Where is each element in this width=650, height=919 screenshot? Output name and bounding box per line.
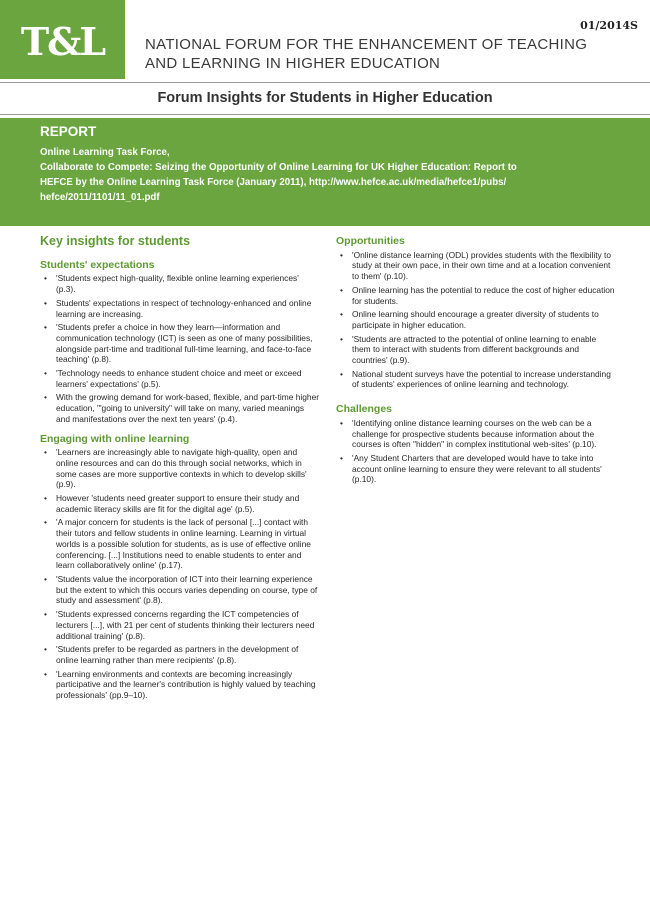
left-column <box>40 236 320 704</box>
expectations-list <box>40 273 320 424</box>
challenges-heading: Challenges <box>336 403 393 416</box>
list-item: • 'Online distance learning (ODL) provides students with the flexibility to study at their own pace, in their own time and at a location convenient to them' (p.10). <box>336 250 616 282</box>
engaging-list <box>40 447 320 700</box>
citation-line: HEFCE by the Online Learning Task Force (January 2011), http://www.hefce.ac.uk/media/hefce1/pubs/ <box>40 177 507 188</box>
key-insights-heading: Key insights for students <box>40 234 191 248</box>
document-number: 01/2014S <box>580 19 638 32</box>
list-item: • Online learning has the potential to reduce the cost of higher education for students. <box>336 285 616 306</box>
forum-name-line: NATIONAL FORUM FOR THE ENHANCEMENT OF TEACHING <box>145 36 588 53</box>
list-item: • 'A major concern for students is the lack of personal [...] contact with their tutors and fellow students in online learning. Learning in virtual worlds is a possible solution for students, as is use of effective online conferencing. [...] Institutions need to enable students to enter and learn collaboratively online' (p.17). <box>40 517 320 571</box>
engaging-heading: Engaging with online learning <box>40 432 190 445</box>
list-item: • Online learning should encourage a greater diversity of students to participate in higher education. <box>336 309 616 330</box>
title-rule <box>0 114 650 115</box>
tl-logo: T&L <box>20 19 105 64</box>
list-item: • 'Students value the incorporation of ICT into their learning experience but the extent to which this occurs varies depending on course, type of study and assessment' (p.8). <box>40 574 320 606</box>
page-title: Forum Insights for Students in Higher Education <box>157 90 493 106</box>
top-rule <box>0 82 650 83</box>
list-item: • 'Students expressed concerns regarding the ICT competencies of lecturers [...], with 21 per cent of students thinking their lecturers need additional training' (p.8). <box>40 609 320 641</box>
citation-line: Collaborate to Compete: Seizing the Opportunity of Online Learning for UK Higher Education: Report to <box>40 162 517 173</box>
citation-line: hefce/2011/1101/11_01.pdf <box>40 192 160 203</box>
list-item: • 'Technology needs to enhance student choice and meet or exceed learners' expectations' (p.5). <box>40 368 320 389</box>
list-item: • 'Learning environments and contexts are becoming increasingly participative and the learner's contribution is highly valued by teaching professionals' (pp.9–10). <box>40 669 320 701</box>
list-item: • 'Students prefer a choice in how they learn—information and communication technology (ICT) is seen as one of many possibilities, alongside part-time and traditional full-time learning, and face-to-face teaching' (p.8). <box>40 322 320 365</box>
report-label: REPORT <box>40 124 97 139</box>
list-item: • Students' expectations in respect of technology-enhanced and online learning are increasing. <box>40 298 320 319</box>
list-item: • 'Students are attracted to the potential of online learning to enable them to interact with students from different backgrounds and countries' (p.9). <box>336 334 616 366</box>
list-item: • With the growing demand for work-based, flexible, and part-time higher education, '"going to university" will take on many, varied meanings and manifestations over the next ten years' (p.4). <box>40 392 320 424</box>
forum-name-line: AND LEARNING IN HIGHER EDUCATION <box>145 55 441 72</box>
list-item: • However 'students need greater support to ensure their study and academic literacy skills are fit for the digital age' (p.5). <box>40 493 320 514</box>
report-citation <box>40 145 620 205</box>
opportunities-list <box>336 250 616 390</box>
report-band <box>0 118 650 226</box>
list-item: • 'Students prefer to be regarded as partners in the development of online learning rather than mere recipients' (p.8). <box>40 644 320 665</box>
list-item: • National student surveys have the potential to increase understanding of students' experiences of online learning and technology. <box>336 369 616 390</box>
right-column <box>336 236 616 488</box>
opportunities-heading: Opportunities <box>336 235 405 247</box>
forum-name <box>145 35 605 73</box>
list-item: • 'Any Student Charters that are developed would have to take into account online learning to ensure they were relevant to all students' (p.10). <box>336 453 616 485</box>
list-item: • 'Identifying online distance learning courses on the web can be a challenge for prospective students because information about the courses is often "hidden" in complex institutional web-sites' (p.10). <box>336 418 616 450</box>
citation-line: Online Learning Task Force, <box>40 147 170 158</box>
list-item: • 'Learners are increasingly able to navigate high-quality, open and online resources and can do this through social networks, which in some cases are more supportive contexts in which to develop skills' (p.9). <box>40 447 320 490</box>
challenges-list <box>336 418 616 485</box>
logo-box <box>0 0 125 79</box>
expectations-heading: Students' expectations <box>40 258 155 271</box>
list-item: • 'Students expect high-quality, flexible online learning experiences' (p.3). <box>40 273 320 294</box>
